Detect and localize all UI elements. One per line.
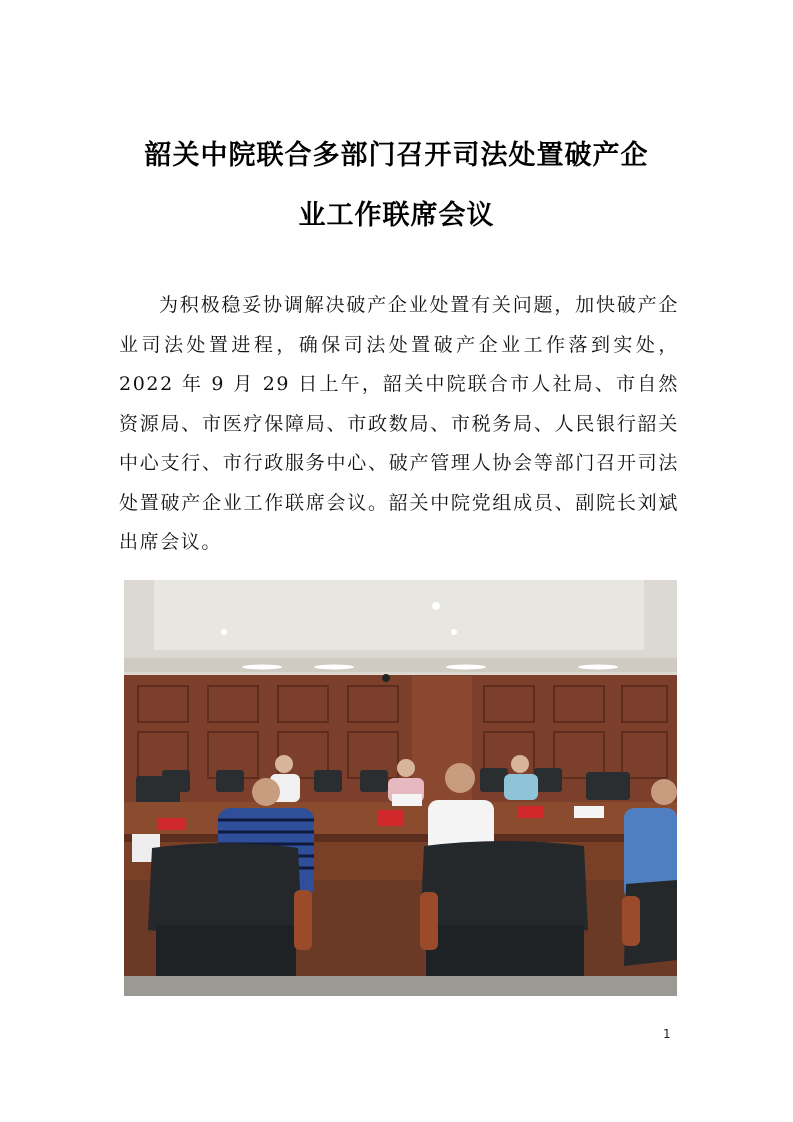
body-paragraph: 为积极稳妥协调解决破产企业处置有关问题，加快破产企业司法处置进程，确保司法处置破产企业工作落到实处，2022 年 9 月 29 日上午，韶关中院联合市人社局、市自然资源局、市医疗保障局、市政数局、市税务局、人民银行韶关中心支行、市行政服务中心、破产管理人协会等部门召开司法处置破产企业工作联席会议。韶关中院党组成员、副院长刘斌出席会议。 xyxy=(119,294,679,553)
page-number: 1 xyxy=(663,1027,671,1041)
meeting-photo xyxy=(124,580,677,996)
document-title-line-1: 韶关中院联合多部门召开司法处置破产企 xyxy=(144,140,649,171)
document-title-line-2: 业工作联席会议 xyxy=(298,200,495,231)
